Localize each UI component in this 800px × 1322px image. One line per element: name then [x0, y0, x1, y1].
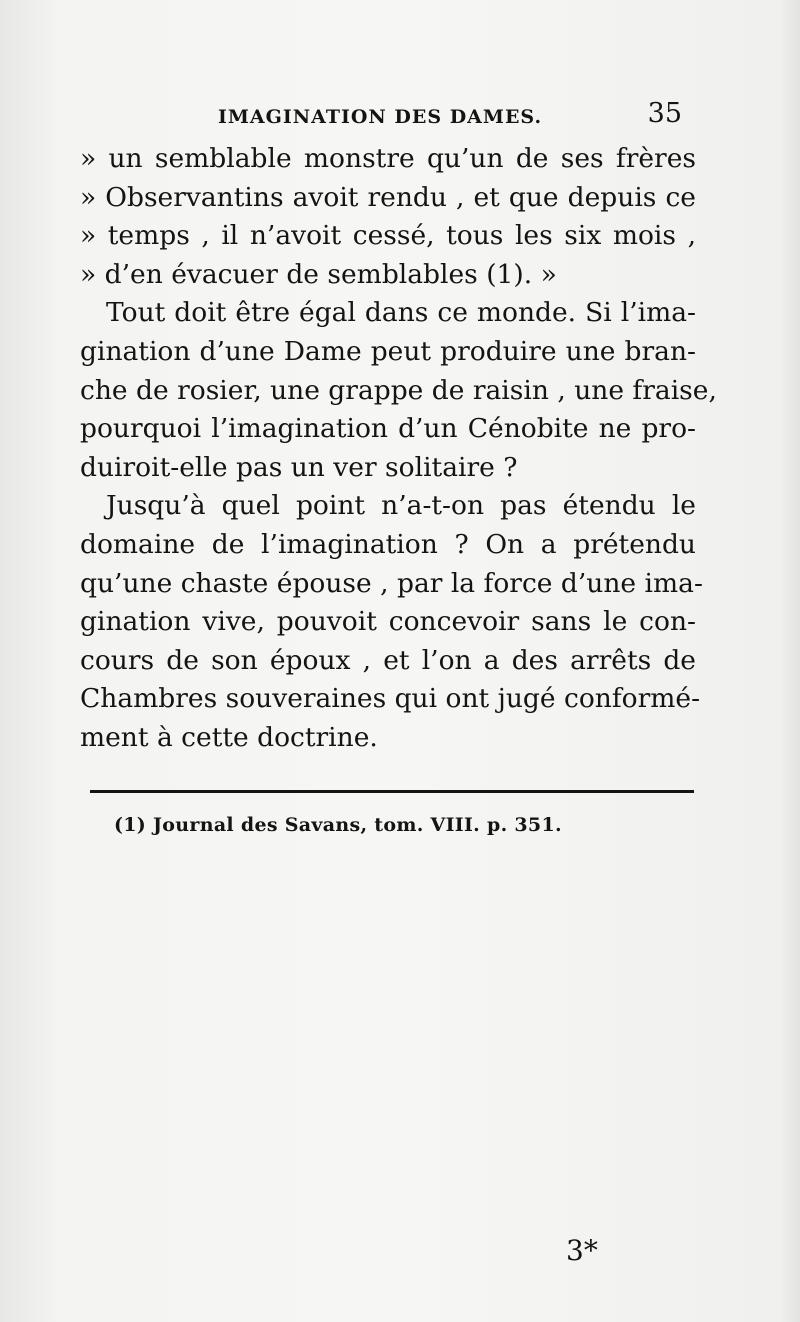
text-line: Chambres souveraines qui ont jugé conformé- — [80, 683, 701, 715]
paragraph-start-line: Tout doit être égal dans ce monde. Si l’ima- — [106, 297, 696, 329]
text-line: » Observantins avoit rendu , et que depuis ce — [80, 181, 696, 213]
text-line: » temps , il n’avoit cessé, tous les six mois , — [80, 220, 696, 252]
text-line: duiroit-elle pas un ver solitaire ? — [80, 451, 518, 483]
text-line: pourquoi l’imagination d’un Cénobite ne pro- — [80, 413, 696, 445]
text-line: domaine de l’imagination ? On a prétendu — [80, 528, 696, 560]
text-line: qu’une chaste épouse , par la force d’une ima- — [80, 567, 703, 599]
text-line: » d’en évacuer de semblables (1). » — [80, 258, 557, 290]
text-line: gination d’une Dame peut produire une bran- — [80, 335, 696, 367]
text-line: cours de son époux , et l’on a des arrêts de — [80, 644, 696, 676]
footnote: (1) Journal des Savans, tom. VIII. p. 351. — [114, 814, 562, 836]
body-text — [80, 140, 717, 758]
signature-mark: 3* — [566, 1234, 598, 1267]
text-line: ment à cette doctrine. — [80, 721, 378, 753]
text-line: che de rosier, une grappe de raisin , une fraise, — [80, 374, 717, 406]
footnote-rule — [90, 790, 694, 793]
running-title: IMAGINATION DES DAMES. — [218, 106, 543, 128]
page-number: 35 — [647, 98, 682, 129]
paragraph-start-line: Jusqu’à quel point n’a-t-on pas étendu le — [106, 490, 696, 522]
page-header — [90, 98, 686, 134]
text-line: » un semblable monstre qu’un de ses frères — [80, 143, 696, 174]
text-line: gination vive, pouvoit concevoir sans le con- — [80, 606, 696, 638]
